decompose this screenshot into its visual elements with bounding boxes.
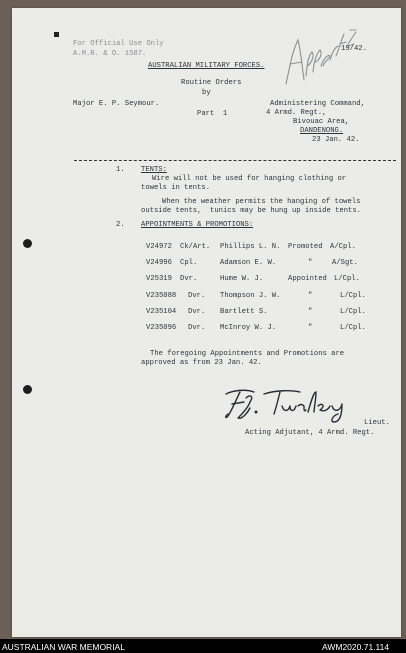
document-title: AUSTRALIAN MILITARY FORCES. (148, 62, 265, 70)
section-2-heading: APPOINTMENTS & PROMOTIONS: (141, 221, 254, 229)
signatory-title: Acting Adjutant, 4 Armd. Regt. (245, 429, 375, 437)
footer-catalogue-number: AWM2020.71.114 (322, 642, 390, 652)
handwritten-annotation (280, 26, 360, 96)
action: " (308, 324, 313, 332)
soldier-name: Phillips L. N. (220, 243, 281, 251)
part-label: Part 1 (197, 110, 228, 118)
soldier-name: Bartlett S. (220, 308, 268, 316)
regulation-ref: A.M.R. & O. 1587. (73, 50, 147, 58)
section-1-heading: TENTS: (141, 166, 167, 174)
closing-text: approved as from 23 Jan. 42. (141, 359, 262, 367)
new-rank: L/Cpl. (340, 308, 366, 316)
action: " (308, 259, 313, 267)
service-number: V24996 (146, 259, 172, 267)
official-use-line: For Official Use Only (73, 40, 164, 48)
routine-orders-label: Routine Orders (181, 79, 242, 87)
new-rank: L/Cpl. (340, 324, 366, 332)
document-page (12, 8, 401, 637)
by-label: by (202, 89, 211, 97)
closing-text: The foregoing Appointments and Promotions are (150, 350, 345, 358)
service-number: V25319 (146, 275, 172, 283)
rank: Cpl. (180, 259, 198, 267)
section-1-text: towels in tents. (141, 184, 211, 192)
new-rank: L/Cpl. (334, 275, 360, 283)
officer-name: Major E. P. Seymour. (73, 100, 160, 108)
signatory-rank: Lieut. (364, 419, 390, 427)
corner-mark (54, 32, 59, 37)
soldier-name: Thompson J. W. (220, 292, 281, 300)
divider (74, 160, 396, 161)
section-1-text: When the weather permits the hanging of towels (162, 198, 361, 206)
new-rank: L/Cpl. (340, 292, 366, 300)
action: Promoted (288, 243, 323, 251)
service-number: V235096 (146, 324, 177, 332)
action: Appointed (288, 275, 327, 283)
area-line: Bivouac Area, (293, 118, 350, 126)
footer-institution: AUSTRALIAN WAR MEMORIAL (2, 642, 125, 652)
section-1-text: Wire will not be used for hanging clothing or (152, 175, 347, 183)
service-number: V235088 (146, 292, 177, 300)
command-line: Administering Command, (270, 100, 365, 108)
section-1-number: 1. (116, 166, 125, 174)
action: " (308, 292, 313, 300)
unit-line: 4 Armd. Regt., (266, 109, 327, 117)
page-reference: 19/42. (341, 45, 367, 53)
punch-hole (23, 239, 32, 248)
service-number: V235104 (146, 308, 177, 316)
action: " (308, 308, 313, 316)
rank: Dvr. (188, 308, 206, 316)
date-line: 23 Jan. 42. (312, 136, 360, 144)
rank: Dvr. (188, 292, 206, 300)
place-line: DANDENONG. (300, 127, 344, 135)
section-1-text: outside tents, tunics may be hung up inside tents. (141, 207, 361, 215)
soldier-name: McInroy W. J. (220, 324, 277, 332)
punch-hole (23, 385, 32, 394)
archive-footer (0, 639, 406, 653)
rank: Dvr. (180, 275, 198, 283)
rank: Dvr. (188, 324, 206, 332)
handwritten-signature (220, 384, 360, 424)
section-2-number: 2. (116, 221, 125, 229)
soldier-name: Adamson E. W. (220, 259, 277, 267)
soldier-name: Hume W. J. (220, 275, 264, 283)
new-rank: A/Cpl. (330, 243, 356, 251)
new-rank: A/Sgt. (332, 259, 358, 267)
service-number: V24972 (146, 243, 172, 251)
rank: Ck/Art. (180, 243, 211, 251)
